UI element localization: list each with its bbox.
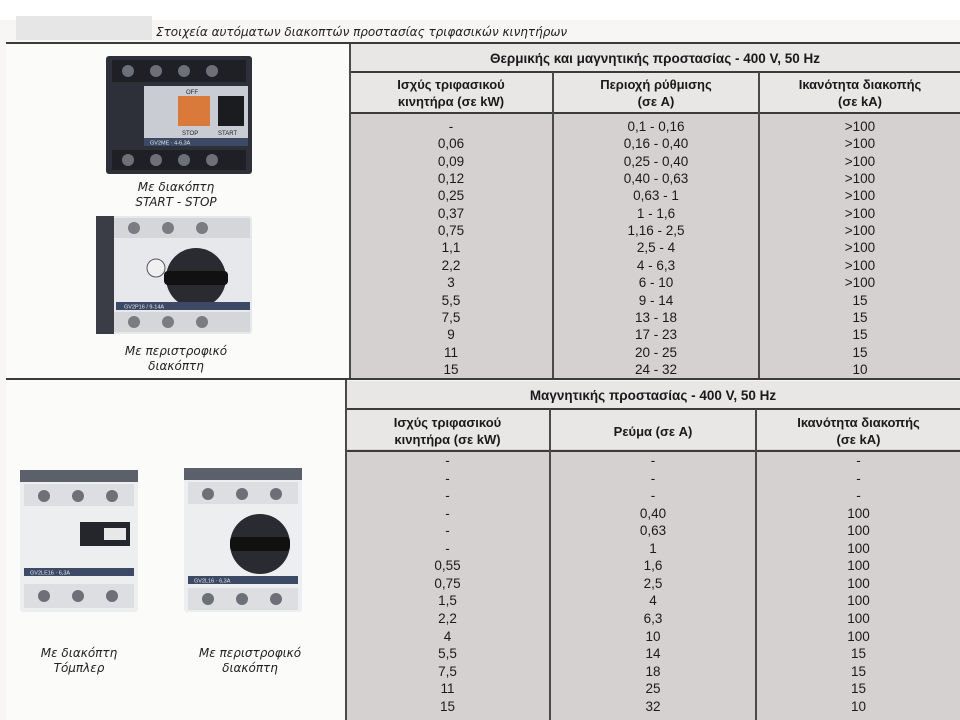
caption-tumbler: Με διακόπτη Τόμπλερ bbox=[40, 646, 118, 675]
magnetic-current-cell: 6,3 bbox=[643, 610, 663, 626]
magnetic-current-cell: - bbox=[650, 453, 656, 468]
caption-rotary-top: Με περιστροφικό διακόπτη bbox=[124, 344, 228, 373]
thermal-breaking-cell: >100 bbox=[844, 188, 876, 204]
magnetic-breaking-cell: 100 bbox=[847, 558, 870, 574]
document-title: Στοιχεία αυτόματων διακοπτών προστασίας τριφασικών κινητήρων bbox=[156, 25, 568, 39]
stop-marking: STOP bbox=[182, 131, 199, 137]
magnetic-breaking-cell: 15 bbox=[850, 663, 867, 679]
thermal-power-cell: 0,09 bbox=[437, 153, 465, 169]
magnetic-power-cell: - bbox=[445, 488, 450, 504]
thermal-range-cell: 0,1 - 0,16 bbox=[627, 119, 685, 134]
thermal-power-cell: 15 bbox=[443, 361, 459, 377]
thermal-breaking-cell: >100 bbox=[844, 171, 876, 187]
magnetic-power-cell: 7,5 bbox=[438, 663, 457, 679]
caption-rotary-bottom: Με περιστροφικό διακόπτη bbox=[198, 646, 302, 675]
magnetic-power-cell: 11 bbox=[440, 681, 455, 697]
magnetic-current-cell: 0,63 bbox=[639, 523, 667, 539]
magnetic-power-cell: 5,5 bbox=[438, 646, 457, 662]
thermal-power-cell: 0,37 bbox=[437, 205, 465, 221]
thermal-range-cell: 13 - 18 bbox=[634, 309, 678, 325]
magnetic-current-cell: 18 bbox=[645, 663, 661, 679]
magnetic-breaking-cell: - bbox=[856, 453, 861, 468]
magnetic-col-head-breaking: Ικανότητα διακοπής (σε kA) bbox=[797, 415, 920, 447]
thermal-breaking-cell: 15 bbox=[852, 292, 868, 308]
magnetic-breaking-cell: 100 bbox=[847, 540, 870, 556]
thermal-power-cell: 3 bbox=[447, 275, 455, 291]
magnetic-current-cell: 1,6 bbox=[643, 558, 663, 574]
thermal-breaking-cell: 15 bbox=[852, 344, 868, 360]
caption-start-stop: Με διακόπτη START - STOP bbox=[135, 180, 217, 209]
rotary-top-model-marking: GV2P16 / 9-14A bbox=[124, 304, 165, 311]
magnetic-breaking-cell: 100 bbox=[847, 610, 870, 626]
thermal-power-cell: - bbox=[448, 119, 454, 134]
magnetic-current-cell: 0,40 bbox=[639, 505, 667, 521]
rotary-breaker-photo-bottom bbox=[184, 468, 302, 612]
thermal-header-rule bbox=[350, 112, 960, 114]
thermal-power-cell: 2,2 bbox=[441, 257, 461, 273]
magnetic-current-cell: 10 bbox=[645, 628, 661, 644]
magnetic-current-cell: - bbox=[650, 488, 656, 504]
tumbler-model-marking: GV2LE16 · 6,3A bbox=[30, 570, 71, 577]
thermal-power-cell: 11 bbox=[443, 344, 458, 360]
magnetic-power-cell: - bbox=[445, 453, 450, 468]
thermal-breaking-cell: 15 bbox=[852, 327, 868, 343]
rotary-bottom-model-marking: GV2L16 · 6,3A bbox=[194, 578, 231, 585]
thermal-breaking-cell: >100 bbox=[844, 153, 876, 169]
thermal-range-cell: 24 - 32 bbox=[634, 361, 678, 377]
thermal-range-cell: 0,16 - 0,40 bbox=[623, 136, 689, 152]
thermal-range-cell: 1 - 1,6 bbox=[636, 205, 676, 221]
thermal-range-cell: 0,63 - 1 bbox=[633, 188, 679, 204]
magnetic-current-cell: 4 bbox=[649, 593, 657, 609]
thermal-breaking-cell: >100 bbox=[844, 136, 876, 152]
magnetic-current-cell: 1 bbox=[649, 540, 657, 556]
thermal-power-cell: 0,25 bbox=[437, 188, 465, 204]
magnetic-breaking-cell: 100 bbox=[847, 523, 870, 539]
magnetic-breaking-cell: 15 bbox=[850, 681, 867, 697]
magnetic-power-cell: 1,5 bbox=[438, 593, 457, 609]
magnetic-power-cell: 15 bbox=[439, 698, 456, 714]
magnetic-power-cell: 0,55 bbox=[434, 558, 461, 574]
thermal-power-cell: 5,5 bbox=[441, 292, 461, 308]
header-blank-box bbox=[16, 16, 152, 40]
tumbler-breaker-photo bbox=[20, 470, 138, 612]
thermal-range-cell: 20 - 25 bbox=[634, 344, 678, 360]
magnetic-breaking-cell: - bbox=[856, 470, 861, 486]
magnetic-breaking-cell: 100 bbox=[847, 505, 870, 521]
thermal-col-head-range: Περιοχή ρύθμισης (σε A) bbox=[600, 77, 712, 109]
magnetic-breaking-cell: - bbox=[856, 488, 861, 504]
thermal-power-cell: 0,06 bbox=[437, 136, 465, 152]
magnetic-power-cell: - bbox=[445, 523, 450, 539]
magnetic-section-title: Μαγνητικής προστασίας - 400 V, 50 Hz bbox=[529, 388, 777, 403]
thermal-range-cell: 0,25 - 0,40 bbox=[623, 153, 689, 169]
thermal-breaking-cell: >100 bbox=[844, 275, 876, 291]
start-marking: START bbox=[218, 131, 238, 137]
rotary-breaker-photo-top bbox=[96, 216, 252, 334]
thermal-range-cell: 1,16 - 2,5 bbox=[627, 223, 685, 239]
magnetic-power-cell: 2,2 bbox=[438, 610, 457, 626]
magnetic-current-cell: 32 bbox=[645, 698, 661, 714]
rule-top bbox=[6, 42, 960, 44]
thermal-range-cell: 9 - 14 bbox=[638, 292, 674, 308]
magnetic-current-cell: 25 bbox=[645, 681, 661, 697]
magnetic-power-cell: - bbox=[445, 505, 450, 521]
thermal-power-cell: 0,75 bbox=[437, 223, 465, 239]
thermal-power-cell: 7,5 bbox=[441, 309, 461, 325]
off-marking: OFF bbox=[186, 90, 198, 96]
thermal-range-cell: 6 - 10 bbox=[638, 275, 674, 291]
thermal-col-head-breaking: Ικανότητα διακοπής (σε kA) bbox=[798, 77, 922, 109]
thermal-breaking-cell: >100 bbox=[844, 205, 876, 221]
magnetic-current-cell: - bbox=[650, 470, 656, 486]
thermal-breaking-cell: 15 bbox=[852, 309, 868, 325]
magnetic-title-rule bbox=[346, 408, 960, 410]
thermal-breaking-cell: >100 bbox=[844, 223, 876, 239]
start-stop-model-marking: GV2ME · 4-6,3A bbox=[150, 140, 191, 147]
magnetic-col-head-power: Ισχύς τριφασικού κινητήρα (σε kW) bbox=[393, 415, 502, 447]
thermal-col-head-power: Ισχύς τριφασικού κινητήρα (σε kW) bbox=[397, 77, 505, 109]
thermal-range-cell: 0,40 - 0,63 bbox=[623, 171, 689, 187]
thermal-breaking-cell: >100 bbox=[844, 119, 876, 134]
thermal-range-cell: 4 - 6,3 bbox=[636, 257, 676, 273]
thermal-power-cell: 0,12 bbox=[437, 171, 465, 187]
thermal-section-title: Θερμικής και μαγνητικής προστασίας - 400 V, 50 Hz bbox=[489, 51, 821, 66]
magnetic-power-cell: - bbox=[445, 470, 450, 486]
thermal-power-cell: 9 bbox=[447, 327, 455, 343]
magnetic-breaking-cell: 100 bbox=[847, 628, 870, 644]
thermal-breaking-cell: >100 bbox=[844, 240, 876, 256]
thermal-breaking-cell: >100 bbox=[844, 257, 876, 273]
thermal-breaking-cell: 10 bbox=[852, 361, 868, 377]
magnetic-breaking-cell: 15 bbox=[850, 646, 867, 662]
magnetic-power-cell: - bbox=[445, 540, 450, 556]
thermal-range-cell: 2,5 - 4 bbox=[636, 240, 676, 256]
start-stop-breaker-photo bbox=[106, 56, 252, 174]
magnetic-col-head-current: Ρεύμα (σε A) bbox=[613, 424, 693, 439]
magnetic-power-cell: 0,75 bbox=[434, 575, 461, 591]
magnetic-current-cell: 2,5 bbox=[643, 575, 663, 591]
magnetic-breaking-cell: 100 bbox=[847, 593, 870, 609]
thermal-title-rule bbox=[350, 71, 960, 73]
magnetic-breaking-cell: 100 bbox=[847, 575, 870, 591]
thermal-power-cell: 1,1 bbox=[441, 240, 461, 256]
magnetic-breaking-cell: 10 bbox=[850, 698, 867, 714]
thermal-range-cell: 17 - 23 bbox=[634, 327, 678, 343]
magnetic-power-cell: 4 bbox=[443, 628, 452, 644]
magnetic-current-cell: 14 bbox=[645, 646, 661, 662]
